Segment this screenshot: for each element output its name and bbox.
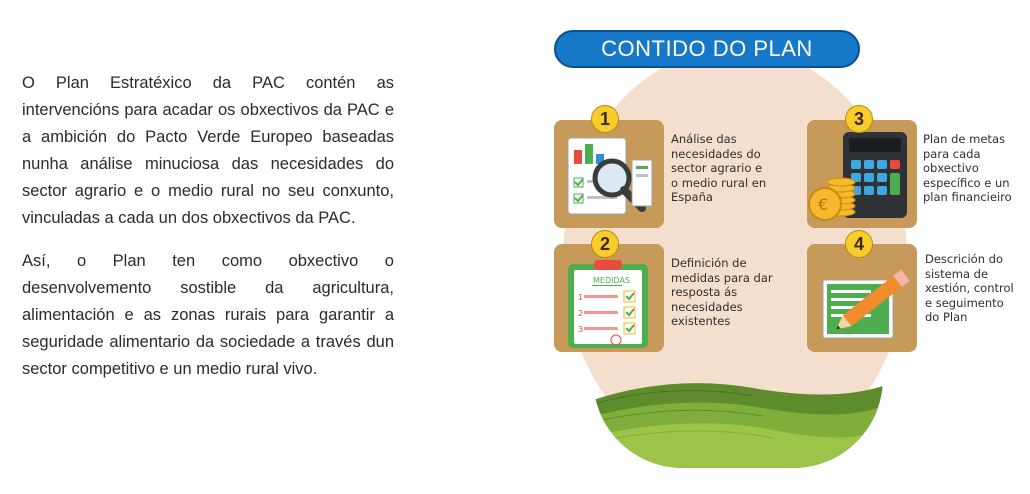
- intro-text: [22, 70, 394, 399]
- svg-text:2: 2: [578, 309, 584, 318]
- step-2-card: [554, 244, 664, 352]
- step-2-description: Definición de medidas para dar resposta ás necesidades existentes: [671, 256, 773, 328]
- field-illustration: [593, 378, 883, 468]
- svg-text:1: 1: [578, 293, 584, 302]
- clipboard-checklist-icon: [554, 244, 664, 352]
- step-1-card: [554, 120, 664, 228]
- step-3-description: Plan de metas para cada obxectivo específico e un plan financieiro: [923, 132, 1012, 204]
- intro-paragraph-2: Así, o Plan ten como obxectivo o desenvolvemento sostible da agricultura, alimentación e as zonas rurais para garantir a seguridade alimentario da sociedade a través dun sector competitivo e un medio rural vivo.: [22, 252, 394, 378]
- calculator-coins-icon: [807, 120, 917, 228]
- clipboard-label: MEDIDAS: [593, 276, 631, 285]
- step-2-number: 2: [591, 230, 619, 258]
- svg-text:3: 3: [578, 325, 584, 334]
- pencil-document-icon: [807, 244, 917, 352]
- step-3-card: [807, 120, 917, 228]
- step-4-number: 4: [845, 230, 873, 258]
- infographic-title: CONTIDO DO PLAN: [554, 30, 860, 68]
- step-4-description: Descrición do sistema de xestión, control e seguimento do Plan: [925, 252, 1014, 324]
- step-3-number: 3: [845, 105, 873, 133]
- plan-contents-infographic: [545, 26, 1014, 466]
- intro-paragraph-1: O Plan Estratéxico da PAC contén as intervencións para acadar os obxectivos da PAC e a ambición do Pacto Verde Europeo baseadas nunha análise minuciosa das necesidades do sector agrario e o medio rural no seu conxunto, vinculadas a cada un dos obxectivos da PAC.: [22, 74, 394, 227]
- svg-text:€: €: [818, 195, 829, 214]
- step-1-description: Análise das necesidades do sector agrario e o medio rural en España: [671, 132, 767, 204]
- step-1-number: 1: [591, 105, 619, 133]
- step-4-card: [807, 244, 917, 352]
- magnifier-document-icon: [554, 120, 664, 228]
